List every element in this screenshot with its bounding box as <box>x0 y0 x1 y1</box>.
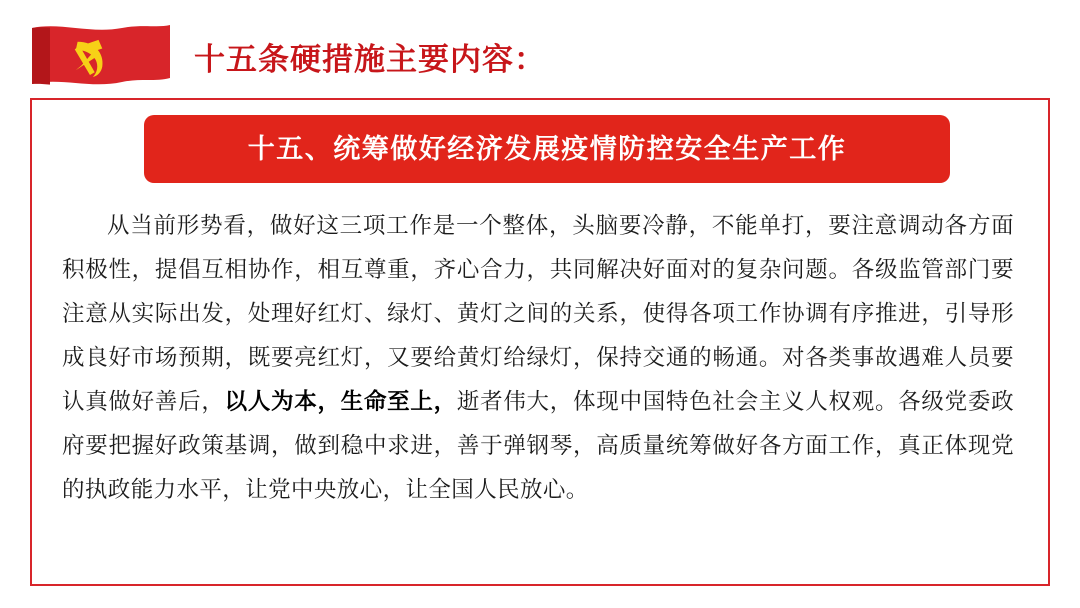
body-content <box>62 204 1014 512</box>
section-banner <box>144 115 950 183</box>
page-title: 十五条硬措施主要内容： <box>194 41 546 77</box>
paragraph-part-2: 逝者伟大，体现中国特色社会主义人权观。各级党委政府要把握好政策基调，做到稳中求进，善于弹钢琴，高质量统筹做好各方面工作，真正体现党的执政能力水平，让党中央放心，让全国人民放心。 <box>62 389 1014 503</box>
paragraph-emphasis: 以人为本，生命至上， <box>224 389 457 415</box>
party-flag-icon <box>30 22 172 96</box>
main-paragraph <box>62 204 1014 512</box>
section-banner-label: 十五、统筹做好经济发展疫情防控安全生产工作 <box>247 133 847 164</box>
slide-header <box>0 22 546 96</box>
paragraph-part-1: 从当前形势看，做好这三项工作是一个整体，头脑要冷静，不能单打，要注意调动各方面积极性，提倡互相协作，相互尊重，齐心合力，共同解决好面对的复杂问题。各级监管部门要注意从实际出发，处理好红灯、绿灯、黄灯之间的关系，使得各项工作协调有序推进，引导形成良好市场预期，既要亮红灯，又要给黄灯给绿灯，保持交通的畅通。对各类事故遇难人员要认真做好善后， <box>62 213 1014 415</box>
